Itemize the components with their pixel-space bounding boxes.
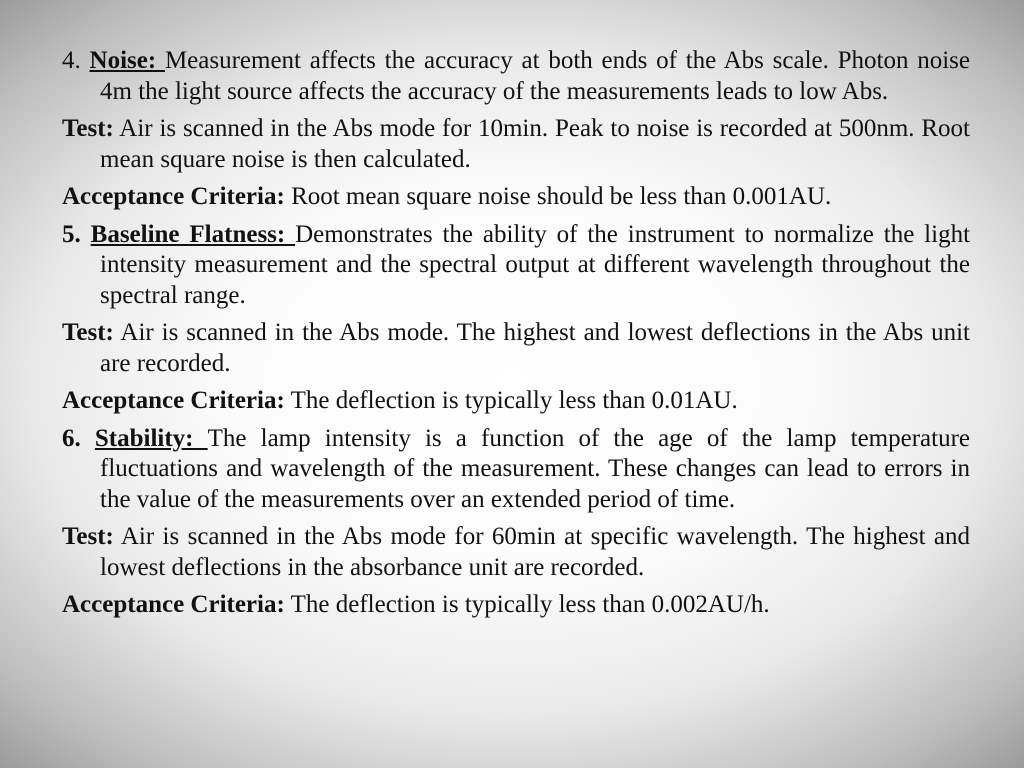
baseline-description: Demonstrates the ability of the instrument to normalize the light intensity measurement and the spectral output at different wavelength throughout the spectral range. <box>100 220 971 309</box>
stability-test-paragraph <box>62 522 970 583</box>
stability-description: The lamp intensity is a function of the age of the lamp temperature fluctuations and wavelength of the measurement. These changes can lead to errors in the value of the measurements over an extended period of time. <box>100 424 971 513</box>
item-number: 4. <box>62 47 81 74</box>
noise-test-text: Air is scanned in the Abs mode for 10min. Peak to noise is recorded at 500nm. Root mean square noise is then calculated. <box>100 115 970 173</box>
baseline-acceptance-paragraph <box>62 386 970 417</box>
item-number: 5. <box>62 220 81 248</box>
baseline-acceptance-text: The deflection is typically less than 0.01AU. <box>284 387 738 414</box>
acceptance-label: Acceptance Criteria: <box>62 183 285 210</box>
baseline-test-paragraph <box>62 318 970 379</box>
noise-acceptance-paragraph <box>62 182 970 213</box>
baseline-test-text: Air is scanned in the Abs mode. The highest and lowest deflections in the Abs unit are recorded. <box>100 319 970 377</box>
test-label: Test: <box>62 115 114 142</box>
slide-content <box>62 46 970 628</box>
acceptance-label: Acceptance Criteria: <box>62 387 285 414</box>
acceptance-label: Acceptance Criteria: <box>62 591 285 618</box>
test-label: Test: <box>62 319 114 346</box>
noise-acceptance-text: Root mean square noise should be less than 0.001AU. <box>284 183 832 210</box>
noise-test-paragraph <box>62 114 970 175</box>
stability-acceptance-paragraph <box>62 590 970 621</box>
stability-test-text: Air is scanned in the Abs mode for 60min at specific wavelength. The highest and lowest deflections in the absorbance unit are recorded. <box>100 523 970 581</box>
baseline-paragraph <box>62 220 970 312</box>
stability-acceptance-text: The deflection is typically less than 0.002AU/h. <box>284 591 770 618</box>
item-number: 6. <box>62 424 81 452</box>
noise-title: Noise: <box>89 47 165 74</box>
stability-paragraph <box>62 424 970 516</box>
test-label: Test: <box>62 523 114 550</box>
noise-description: Measurement affects the accuracy at both ends of the Abs scale. Photon noise 4m the light source affects the accuracy of the measurements leads to low Abs. <box>100 47 971 105</box>
stability-title: Stability: <box>94 424 208 452</box>
baseline-title: Baseline Flatness: <box>90 220 296 248</box>
noise-paragraph <box>62 46 970 107</box>
